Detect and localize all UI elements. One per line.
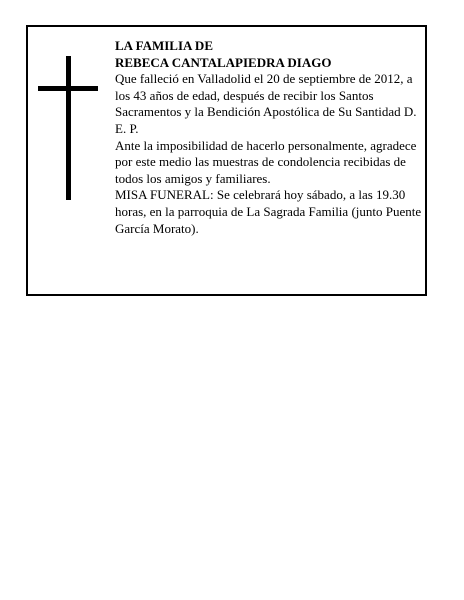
deceased-name: REBECA CANTALAPIEDRA DIAGO [115,54,332,70]
funeral-mass-info: MISA FUNERAL: Se celebrará hoy sábado, a las 19.30 horas, en la parroquia de La Sagrada Familia (junto Puente García Morato). [115,187,422,236]
cross-horizontal-bar [38,86,98,91]
cross-vertical-bar [66,56,71,200]
notice-text [115,38,425,237]
heading-line-1: LA FAMILIA DE [115,38,213,53]
death-announcement: Que falleció en Valladolid el 20 de septiembre de 2012, a los 43 años de edad, después de recibir los Santos Sacramentos y la Bendición Apostólica de Su Santidad D. E. P. [115,71,417,136]
thanks-paragraph: Ante la imposibilidad de hacerlo personalmente, agradece por este medio las muestras de condolencia recibidas de todos los amigos y familiares. [115,137,417,186]
cross-icon [38,56,98,200]
obituary-notice [26,25,427,296]
